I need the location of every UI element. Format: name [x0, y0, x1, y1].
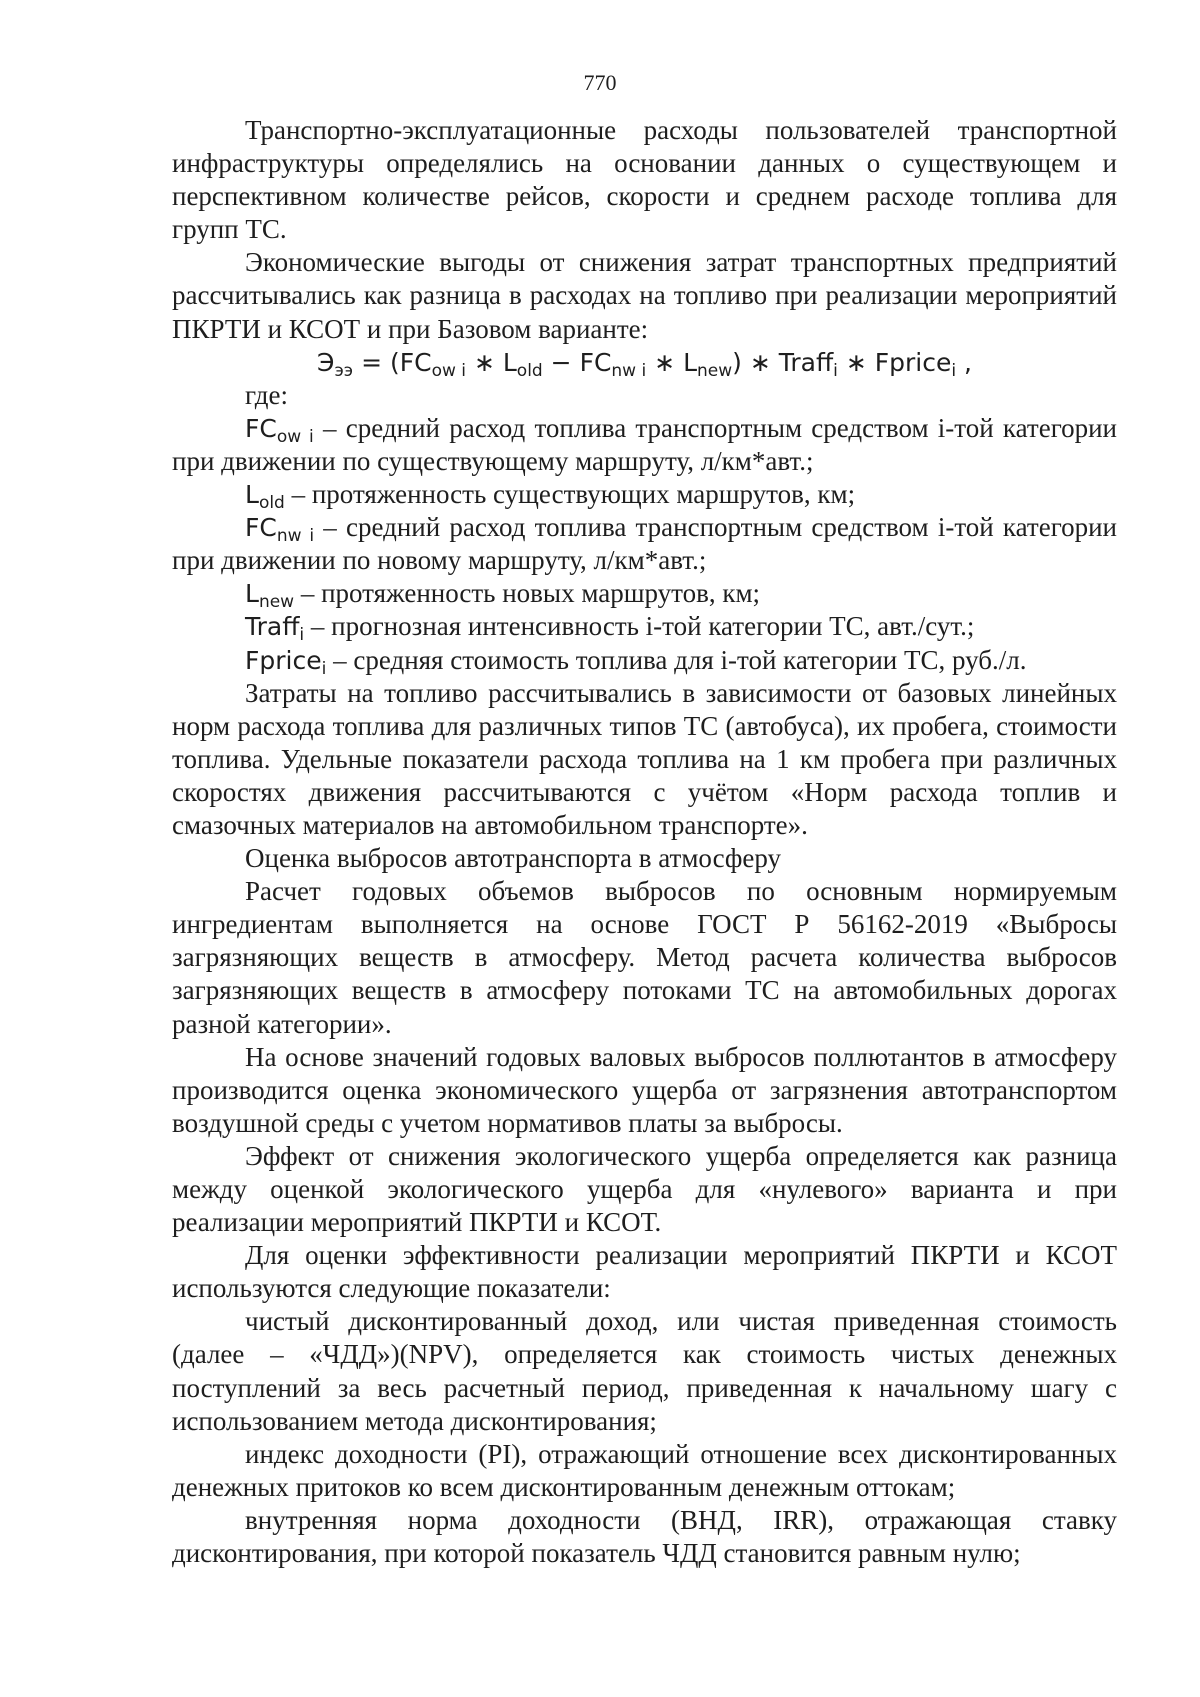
definition-sub: old — [258, 493, 285, 514]
paragraph: Для оценки эффективности реализации мероприятий ПКРТИ и КСОТ используются следующие показатели: — [172, 1240, 1117, 1304]
definition-symbol: L — [245, 579, 259, 609]
definition-text: – средний расход топлива транспортным средством i-той категории при движении по существующему маршруту, л/км*авт.; — [172, 412, 1118, 476]
document-body — [172, 114, 1117, 1570]
definition-sub: i — [321, 658, 327, 679]
formula-term: Fprice — [874, 347, 952, 377]
list-item: внутренняя норма доходности (ВНД, IRR), отражающая ставку дисконтирования, при которой показатель ЧДД становится равным нулю; — [172, 1504, 1117, 1569]
paragraph: Транспортно-эксплуатационные расходы пользователей транспортной инфраструктуры определялись на основании данных о существующем и перспективном количестве рейсов, скорости и среднем расходе топлива для групп ТС. — [172, 115, 1117, 245]
where-label: где: — [245, 379, 288, 410]
formula-lhs-sub: ээ — [334, 360, 354, 381]
definition-text: – протяженность существующих маршрутов, км; — [284, 479, 856, 510]
formula-sub: i — [951, 360, 957, 381]
formula-op: − — [542, 347, 580, 377]
formula-op: ) ∗ — [732, 347, 779, 377]
definition-text: – средняя стоимость топлива для i-той категории ТС, руб./л. — [326, 644, 1027, 675]
definition-symbol: L — [245, 480, 259, 510]
definition-sub: nw i — [276, 526, 315, 547]
paragraph: Экономические выгоды от снижения затрат транспортных предприятий рассчитывались как разница в расходах на топливо при реализации мероприятий ПКРТИ и КСОТ и при Базовом варианте: — [172, 247, 1117, 344]
list-item: чистый дисконтированный доход, или чистая приведенная стоимость (далее – «ЧДД»)(NPV), определяется как стоимость чистых денежных поступлений за весь расчетный период, приведенная к начальному шагу с использованием метода дисконтирования; — [172, 1306, 1117, 1436]
definition-text: – протяженность новых маршрутов, км; — [294, 578, 761, 609]
formula-term: FC — [579, 347, 612, 377]
paragraph: Затраты на топливо рассчитывались в зависимости от базовых линейных норм расхода топлива для различных типов ТС (автобуса), их пробега, стоимости топлива. Удельные показатели расхода топлива на 1 км пробега при различных скоростях движения рассчитываются с учётом «Норм расхода топлив и смазочных материалов на автомобильном транспорте». — [172, 677, 1117, 840]
definition-sub: i — [299, 625, 305, 646]
definition-symbol: Fprice — [245, 645, 322, 675]
definition-sub: new — [258, 592, 295, 613]
definition-symbol: FC — [245, 413, 277, 443]
paragraph: Эффект от снижения экологического ущерба определяется как разница между оценкой экологического ущерба для «нулевого» варианта и при реализации мероприятий ПКРТИ и КСОТ. — [172, 1140, 1117, 1238]
formula-eq: = ( — [353, 347, 400, 377]
paragraph: На основе значений годовых валовых выбросов поллютантов в атмосферу производится оценка экономического ущерба от загрязнения автотранспортом воздушной среды с учетом нормативов платы за выбросы. — [172, 1041, 1117, 1138]
definition-symbol: Traff — [245, 612, 300, 642]
definition-sub: ow i — [276, 426, 314, 447]
section-heading: Оценка выбросов автотранспорта в атмосферу — [245, 843, 782, 874]
formula — [172, 346, 1117, 379]
definition — [172, 644, 1117, 677]
formula-tail: , — [956, 347, 972, 377]
definition — [172, 478, 1117, 514]
formula-sub: i — [833, 360, 838, 381]
formula-term: L — [502, 347, 517, 377]
definition — [172, 577, 1117, 613]
definition — [172, 610, 1117, 646]
definition — [172, 412, 1117, 478]
definition-symbol: FC — [245, 513, 277, 543]
formula-sub: new — [697, 360, 733, 381]
list-item: индекс доходности (PI), отражающий отношение всех дисконтированных денежных притоков ко всем дисконтированным денежным оттокам; — [172, 1438, 1117, 1502]
formula-sub: ow i — [431, 360, 467, 381]
definition — [172, 511, 1117, 577]
definition-text: – средний расход топлива транспортным средством i-той категории при движении по новому маршруту, л/км*авт.; — [172, 512, 1117, 576]
definition-text: – прогнозная интенсивность i-той категории ТС, авт./сут.; — [304, 611, 975, 642]
formula-op: ∗ — [837, 347, 875, 377]
formula-op: ∗ — [646, 347, 684, 377]
formula-sub: old — [516, 360, 543, 381]
page-number: 770 — [583, 70, 617, 95]
formula-term: Traff — [778, 347, 834, 377]
formula-term: L — [683, 347, 697, 377]
formula-term: FC — [399, 347, 432, 377]
paragraph: Расчет годовых объемов выбросов по основным нормируемым ингредиентам выполняется на основе ГОСТ Р 56162-2019 «Выбросы загрязняющих веществ в атмосферу. Метод расчета количества выбросов загрязняющих веществ в атмосферу потоками ТС на автомобильных дорогах разной категории». — [172, 876, 1117, 1039]
formula-lhs: Э — [316, 347, 335, 377]
formula-op: ∗ — [466, 347, 503, 377]
formula-sub: nw i — [611, 360, 647, 381]
